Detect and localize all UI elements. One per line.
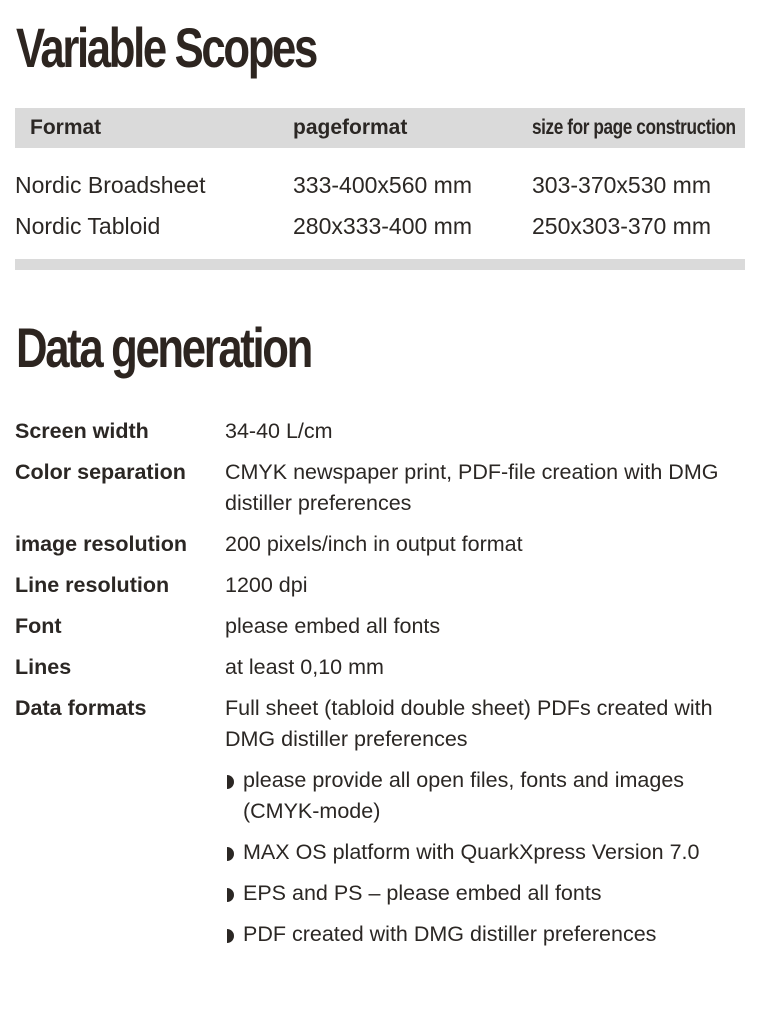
section-title-data-generation: Data generation [16,316,311,379]
spec-value-lines: at least 0,10 mm [225,655,384,679]
spec-value-screen-width: 34-40 L/cm [225,419,333,443]
table-cell: 303-370x530 mm [532,172,711,198]
column-header-format: Format [30,116,102,139]
spec-label-screen-width: Screen width [15,419,149,443]
bullet-text: MAX OS platform with QuarkXpress Version 7.0 [243,840,700,864]
spec-value-color-separation: CMYK newspaper print, PDF-file creation with DMG distiller preferences [225,460,719,515]
bullet-text: PDF created with DMG distiller preferences [243,922,657,946]
column-header-size: size for page construction [532,116,736,139]
spec-label-data-formats: Data formats [15,696,147,720]
table-cell: 250x303-370 mm [532,213,711,239]
table-bottom-rule [15,259,745,270]
spec-label-line-resolution: Line resolution [15,573,170,597]
table-row [15,168,745,202]
spec-label-color-separation: Color separation [15,460,186,484]
section-title-variable-scopes: Variable Scopes [16,16,316,79]
spec-value-image-resolution: 200 pixels/inch in output format [225,532,523,556]
table-row [15,209,745,243]
spec-value-line-resolution: 1200 dpi [225,573,308,597]
spec-label-lines: Lines [15,655,72,679]
table-cell: Nordic Broadsheet [15,172,206,198]
spec-value-font: please embed all fonts [225,614,441,638]
spec-label-font: Font [15,614,62,638]
spec-label-image-resolution: image resolution [15,532,188,556]
bullet-text: please provide all open files, fonts and images (CMYK-mode) [243,768,685,823]
table-cell: 280x333-400 mm [293,213,472,239]
table-header [15,108,745,148]
spec-value-data-formats: Full sheet (tabloid double sheet) PDFs created with DMG distiller preferences [225,696,713,751]
table-cell: Nordic Tabloid [15,213,161,239]
column-header-pageformat: pageformat [293,116,408,139]
bullet-text: EPS and PS – please embed all fonts [243,881,602,905]
table-cell: 333-400x560 mm [293,172,472,198]
